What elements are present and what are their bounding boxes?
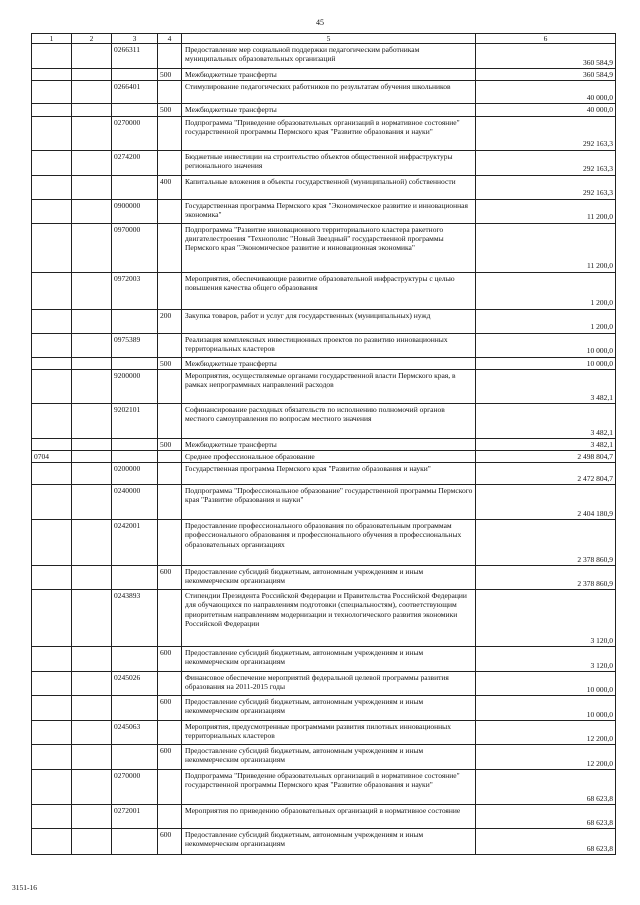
section-code-cell — [32, 438, 72, 450]
section-code-cell — [32, 44, 72, 69]
item-name-cell: Софинансирование расходных обязательств по исполнению полномочий органов местного самоуправления по вопросам местного значения — [182, 403, 476, 438]
expense-type-cell — [158, 150, 182, 175]
table-row — [32, 309, 616, 333]
table-row — [32, 69, 616, 81]
expense-type-cell: 600 — [158, 696, 182, 721]
section-code-cell — [32, 520, 72, 566]
table-row — [32, 403, 616, 438]
amount-cell: 3 482,1 — [476, 403, 616, 438]
budget-table — [31, 33, 616, 855]
amount-cell: 1 200,0 — [476, 309, 616, 333]
header-cell: 5 — [182, 34, 476, 44]
target-code-cell: 0242001 — [112, 520, 158, 566]
target-code-cell — [112, 69, 158, 81]
section-code-cell — [32, 463, 72, 485]
target-code-cell — [112, 566, 158, 590]
table-row — [32, 223, 616, 272]
target-code-cell: 0245063 — [112, 721, 158, 745]
subsection-cell — [72, 485, 112, 520]
section-code-cell — [32, 805, 72, 829]
item-name-cell: Межбюджетные трансферты — [182, 438, 476, 450]
table-row — [32, 647, 616, 672]
target-code-cell — [112, 175, 158, 199]
expense-type-cell — [158, 333, 182, 357]
section-code-cell — [32, 485, 72, 520]
target-code-cell: 0972003 — [112, 272, 158, 309]
section-code-cell — [32, 223, 72, 272]
item-name-cell: Государственная программа Пермского края "Экономическое развитие и инновационная экономика" — [182, 199, 476, 223]
amount-cell: 68 623,8 — [476, 770, 616, 805]
table-row — [32, 357, 616, 369]
item-name-cell: Подпрограмма "Развитие инновационного территориального кластера ракетного двигателестроения "Технополис "Новый Звездный" государственной программы Пермского края "Экономическое развитие и инновационная экономика" — [182, 223, 476, 272]
target-code-cell: 0270000 — [112, 116, 158, 150]
target-code-cell — [112, 309, 158, 333]
amount-cell: 40 000,0 — [476, 81, 616, 104]
subsection-cell — [72, 69, 112, 81]
expense-type-cell — [158, 590, 182, 647]
table-row — [32, 104, 616, 116]
table-row — [32, 672, 616, 696]
subsection-cell — [72, 333, 112, 357]
header-cell: 4 — [158, 34, 182, 44]
page-number: 45 — [316, 18, 324, 27]
amount-cell: 68 623,8 — [476, 805, 616, 829]
expense-type-cell: 400 — [158, 175, 182, 199]
amount-cell: 2 472 804,7 — [476, 463, 616, 485]
amount-cell: 10 000,0 — [476, 333, 616, 357]
section-code-cell — [32, 672, 72, 696]
target-code-cell: 0970000 — [112, 223, 158, 272]
table-row — [32, 369, 616, 403]
amount-cell: 292 163,3 — [476, 116, 616, 150]
section-code-cell — [32, 357, 72, 369]
table-row — [32, 590, 616, 647]
item-name-cell: Подпрограмма "Приведение образовательных организаций в нормативное состояние" государственной программы Пермского края "Развитие образования и науки" — [182, 770, 476, 805]
table-row — [32, 44, 616, 69]
subsection-cell — [72, 672, 112, 696]
expense-type-cell — [158, 721, 182, 745]
subsection-cell — [72, 116, 112, 150]
section-code-cell — [32, 696, 72, 721]
section-code-cell — [32, 104, 72, 116]
section-code-cell — [32, 150, 72, 175]
table-row — [32, 199, 616, 223]
subsection-cell — [72, 175, 112, 199]
expense-type-cell: 500 — [158, 104, 182, 116]
table-row — [32, 696, 616, 721]
header-cell: 2 — [72, 34, 112, 44]
target-code-cell: 0270000 — [112, 770, 158, 805]
item-name-cell: Подпрограмма "Приведение образовательных организаций в нормативное состояние" государственной программы Пермского края "Развитие образования и науки" — [182, 116, 476, 150]
subsection-cell — [72, 199, 112, 223]
amount-cell: 3 120,0 — [476, 590, 616, 647]
table-row — [32, 829, 616, 855]
item-name-cell: Мероприятия, обеспечивающие развитие образовательной инфраструктуры с целью повышения качества общего образования — [182, 272, 476, 309]
section-code-cell — [32, 369, 72, 403]
subsection-cell — [72, 829, 112, 855]
section-code-cell — [32, 770, 72, 805]
target-code-cell — [112, 647, 158, 672]
subsection-cell — [72, 81, 112, 104]
amount-cell: 10 000,0 — [476, 696, 616, 721]
section-code-cell — [32, 745, 72, 770]
amount-cell: 11 200,0 — [476, 223, 616, 272]
expense-type-cell: 500 — [158, 357, 182, 369]
item-name-cell: Предоставление субсидий бюджетным, автономным учреждениям и иным некоммерческим организациям — [182, 647, 476, 672]
item-name-cell: Предоставление профессионального образования по образовательным программам профессионального образования и профессионального обучения в профессиональных образовательных организациях — [182, 520, 476, 566]
amount-cell: 12 200,0 — [476, 745, 616, 770]
item-name-cell: Предоставление субсидий бюджетным, автономным учреждениям и иным некоммерческим организациям — [182, 696, 476, 721]
expense-type-cell — [158, 805, 182, 829]
expense-type-cell: 600 — [158, 745, 182, 770]
section-code-cell — [32, 69, 72, 81]
amount-cell: 1 200,0 — [476, 272, 616, 309]
target-code-cell: 0900000 — [112, 199, 158, 223]
item-name-cell: Мероприятия, предусмотренные программами развития пилотных инновационных территориальных кластеров — [182, 721, 476, 745]
amount-cell: 292 163,3 — [476, 175, 616, 199]
section-code-cell: 0704 — [32, 451, 72, 463]
table-row — [32, 150, 616, 175]
amount-cell: 2 404 180,9 — [476, 485, 616, 520]
subsection-cell — [72, 520, 112, 566]
target-code-cell: 0240000 — [112, 485, 158, 520]
subsection-cell — [72, 150, 112, 175]
section-code-cell — [32, 590, 72, 647]
table-row — [32, 485, 616, 520]
section-code-cell — [32, 647, 72, 672]
expense-type-cell: 600 — [158, 647, 182, 672]
amount-cell: 360 584,9 — [476, 44, 616, 69]
amount-cell: 2 378 860,9 — [476, 520, 616, 566]
expense-type-cell — [158, 485, 182, 520]
target-code-cell — [112, 451, 158, 463]
item-name-cell: Мероприятия, осуществляемые органами государственной власти Пермского края, в рамках непрограммных направлений расходов — [182, 369, 476, 403]
target-code-cell — [112, 745, 158, 770]
item-name-cell: Государственная программа Пермского края "Развитие образования и науки" — [182, 463, 476, 485]
item-name-cell: Стимулирование педагогических работников по результатам обучения школьников — [182, 81, 476, 104]
target-code-cell: 0975389 — [112, 333, 158, 357]
table-row — [32, 770, 616, 805]
amount-cell: 40 000,0 — [476, 104, 616, 116]
subsection-cell — [72, 104, 112, 116]
expense-type-cell — [158, 116, 182, 150]
item-name-cell: Межбюджетные трансферты — [182, 69, 476, 81]
subsection-cell — [72, 357, 112, 369]
header-cell: 1 — [32, 34, 72, 44]
subsection-cell — [72, 272, 112, 309]
item-name-cell: Закупка товаров, работ и услуг для государственных (муниципальных) нужд — [182, 309, 476, 333]
section-code-cell — [32, 829, 72, 855]
expense-type-cell — [158, 81, 182, 104]
item-name-cell: Капитальные вложения в объекты государственной (муниципальной) собственности — [182, 175, 476, 199]
section-code-cell — [32, 333, 72, 357]
amount-cell: 12 200,0 — [476, 721, 616, 745]
item-name-cell: Предоставление субсидий бюджетным, автономным учреждениям и иным некоммерческим организациям — [182, 566, 476, 590]
table-row — [32, 272, 616, 309]
target-code-cell: 0272001 — [112, 805, 158, 829]
expense-type-cell — [158, 223, 182, 272]
section-code-cell — [32, 175, 72, 199]
item-name-cell: Предоставление мер социальной поддержки педагогическим работникам муниципальных образовательных организаций — [182, 44, 476, 69]
target-code-cell: 0274200 — [112, 150, 158, 175]
subsection-cell — [72, 805, 112, 829]
target-code-cell: 0266401 — [112, 81, 158, 104]
target-code-cell — [112, 829, 158, 855]
expense-type-cell — [158, 770, 182, 805]
section-code-cell — [32, 566, 72, 590]
table-row — [32, 520, 616, 566]
expense-type-cell: 500 — [158, 438, 182, 450]
target-code-cell: 0200000 — [112, 463, 158, 485]
expense-type-cell — [158, 403, 182, 438]
section-code-cell — [32, 116, 72, 150]
subsection-cell — [72, 721, 112, 745]
expense-type-cell — [158, 199, 182, 223]
target-code-cell: 0245026 — [112, 672, 158, 696]
section-code-cell — [32, 403, 72, 438]
item-name-cell: Финансовое обеспечение мероприятий федеральной целевой программы развития образования на 2011-2015 годы — [182, 672, 476, 696]
item-name-cell: Мероприятия по приведению образовательных организаций в нормативное состояние — [182, 805, 476, 829]
header-row — [32, 34, 616, 44]
amount-cell: 10 000,0 — [476, 357, 616, 369]
item-name-cell: Подпрограмма "Профессиональное образование" государственной программы Пермского края "Развитие образования и науки" — [182, 485, 476, 520]
amount-cell: 68 623,8 — [476, 829, 616, 855]
table-row — [32, 451, 616, 463]
section-code-cell — [32, 721, 72, 745]
table-row — [32, 175, 616, 199]
expense-type-cell: 200 — [158, 309, 182, 333]
footer-code: 3151-16 — [12, 883, 37, 892]
item-name-cell: Предоставление субсидий бюджетным, автономным учреждениям и иным некоммерческим организациям — [182, 829, 476, 855]
table-row — [32, 438, 616, 450]
target-code-cell: 0243893 — [112, 590, 158, 647]
table-row — [32, 463, 616, 485]
subsection-cell — [72, 309, 112, 333]
expense-type-cell — [158, 451, 182, 463]
expense-type-cell — [158, 272, 182, 309]
amount-cell: 11 200,0 — [476, 199, 616, 223]
subsection-cell — [72, 696, 112, 721]
table-row — [32, 333, 616, 357]
subsection-cell — [72, 745, 112, 770]
subsection-cell — [72, 770, 112, 805]
expense-type-cell — [158, 520, 182, 566]
amount-cell: 360 584,9 — [476, 69, 616, 81]
subsection-cell — [72, 223, 112, 272]
expense-type-cell: 600 — [158, 566, 182, 590]
section-code-cell — [32, 81, 72, 104]
target-code-cell: 0266311 — [112, 44, 158, 69]
subsection-cell — [72, 566, 112, 590]
table-row — [32, 81, 616, 104]
target-code-cell — [112, 357, 158, 369]
item-name-cell: Межбюджетные трансферты — [182, 357, 476, 369]
item-name-cell: Реализация комплексных инвестиционных проектов по развитию инновационных территориальных кластеров — [182, 333, 476, 357]
amount-cell: 292 163,3 — [476, 150, 616, 175]
table-row — [32, 116, 616, 150]
item-name-cell: Бюджетные инвестиции на строительство объектов общественной инфраструктуры регионального значения — [182, 150, 476, 175]
target-code-cell — [112, 104, 158, 116]
expense-type-cell — [158, 672, 182, 696]
amount-cell: 2 378 860,9 — [476, 566, 616, 590]
subsection-cell — [72, 647, 112, 672]
amount-cell: 3 120,0 — [476, 647, 616, 672]
section-code-cell — [32, 199, 72, 223]
table-row — [32, 721, 616, 745]
section-code-cell — [32, 309, 72, 333]
target-code-cell: 9200000 — [112, 369, 158, 403]
table-row — [32, 805, 616, 829]
item-name-cell: Предоставление субсидий бюджетным, автономным учреждениям и иным некоммерческим организациям — [182, 745, 476, 770]
header-cell: 6 — [476, 34, 616, 44]
amount-cell: 3 482,1 — [476, 438, 616, 450]
section-code-cell — [32, 272, 72, 309]
amount-cell: 3 482,1 — [476, 369, 616, 403]
table-row — [32, 566, 616, 590]
expense-type-cell — [158, 369, 182, 403]
amount-cell: 10 000,0 — [476, 672, 616, 696]
item-name-cell: Межбюджетные трансферты — [182, 104, 476, 116]
header-cell: 3 — [112, 34, 158, 44]
expense-type-cell — [158, 44, 182, 69]
expense-type-cell — [158, 463, 182, 485]
expense-type-cell: 600 — [158, 829, 182, 855]
table-row — [32, 745, 616, 770]
subsection-cell — [72, 438, 112, 450]
target-code-cell — [112, 696, 158, 721]
subsection-cell — [72, 590, 112, 647]
expense-type-cell: 500 — [158, 69, 182, 81]
target-code-cell — [112, 438, 158, 450]
subsection-cell — [72, 369, 112, 403]
item-name-cell: Стипендии Президента Российской Федерации и Правительства Российской Федерации для обучающихся по направлениям подготовки (специальностям), соответствующим приоритетным направлениям модернизации и технологического развития экономики Российской Федерации — [182, 590, 476, 647]
subsection-cell — [72, 463, 112, 485]
subsection-cell — [72, 403, 112, 438]
target-code-cell: 9202101 — [112, 403, 158, 438]
item-name-cell: Среднее профессиональное образование — [182, 451, 476, 463]
subsection-cell — [72, 44, 112, 69]
amount-cell: 2 498 804,7 — [476, 451, 616, 463]
subsection-cell — [72, 451, 112, 463]
